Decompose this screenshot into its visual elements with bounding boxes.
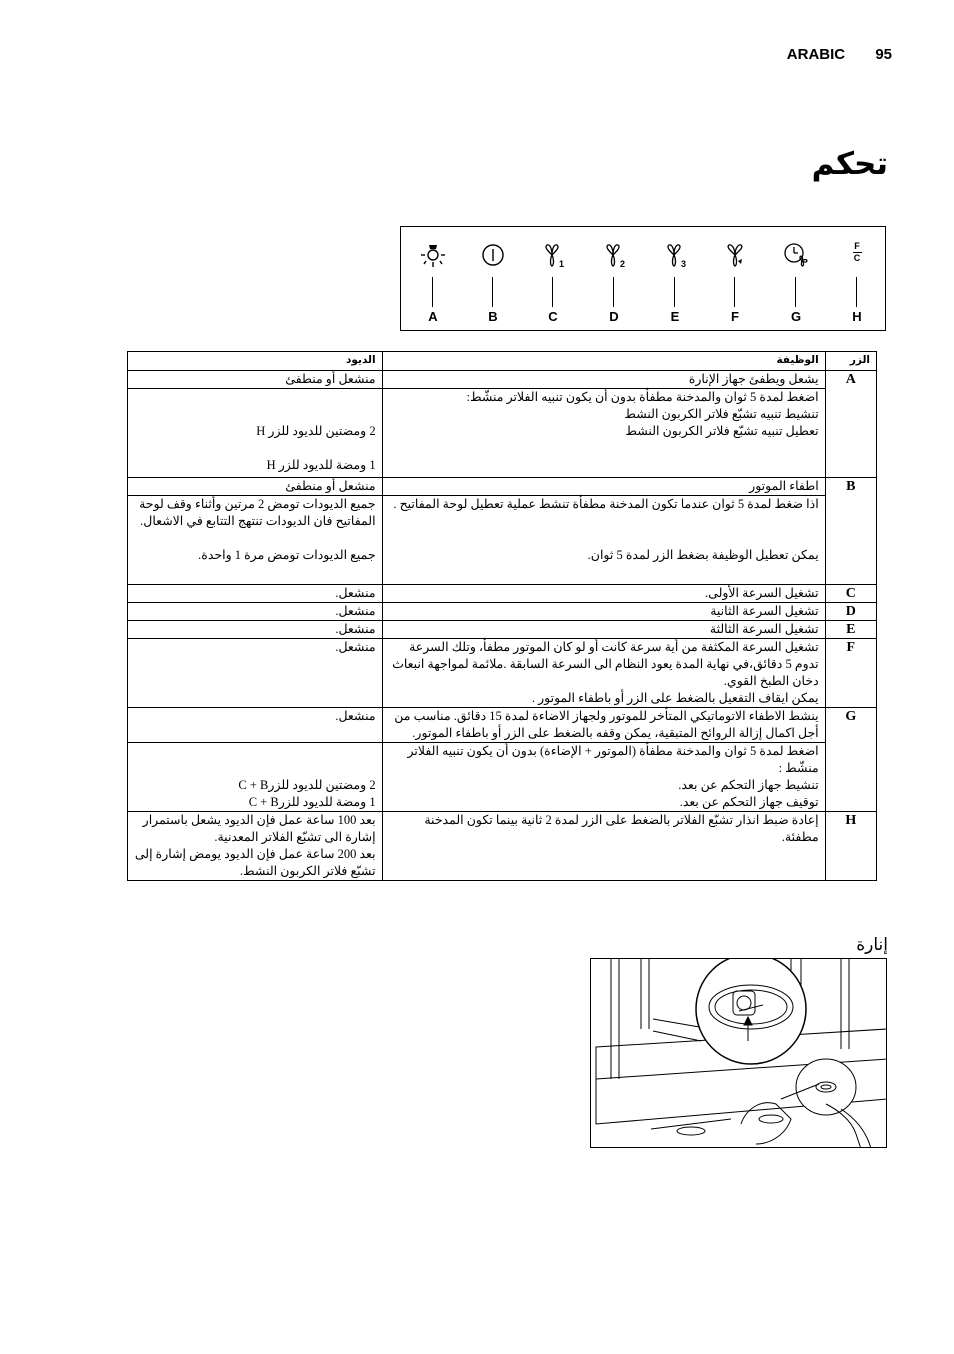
table-row [128,708,877,743]
button-letter: A [428,309,438,324]
row-function: اطفاء الموتور [382,478,825,496]
row-function: اذا ضغط لمدة 5 ثوان عندما تكون المدخنة مطفأة تنشط عملية تعطيل لوحة المفاتيح . يمكن تعطيل الوظيفة بضغط الزر لمدة 5 ثوان. [382,496,825,585]
row-key: B [825,478,876,496]
filter-top-letter: F [854,241,860,251]
panel-button-e [655,227,695,332]
table-row [128,478,877,496]
row-function: اضغط لمدة 5 ثوان والمدخنة مطفأة بدون أن يكون تنبيه الفلاتر منشّط: تنشيط تنبيه تشبّع فلاتر الكربون النشط تعطيل تنبيه تشبّع فلاتر الكربون النشط [382,389,825,478]
fan-speed-3-icon [660,241,690,271]
table-header-row [128,352,877,371]
row-led: منشعل. [128,603,383,621]
row-key: F [825,639,876,708]
page-number: 95 [875,46,892,63]
panel-button-c [533,227,573,332]
row-led: منشعل. [128,585,383,603]
page-title: تحكم [811,146,888,182]
filter-bottom-letter: C [853,253,861,263]
header-key: الزر [825,352,876,371]
fan-intensive-icon [720,241,750,271]
row-led: 2 ومضتين للديود للزر H 1 ومضة للديود للزر H [128,389,383,478]
button-letter: G [790,309,802,324]
button-letter: E [670,309,680,324]
control-panel-diagram [400,226,886,331]
table-row [128,371,877,389]
row-led: منشعل أو منطفئ [128,371,383,389]
row-led: جميع الديودات تومض 2 مرتين وأثناء وقف لوحة المفاتيح فان الديودات تنتهج التتابع في الاشعال. جميع الديودات تومض مرة 1 واحدة. [128,496,383,585]
row-led: بعد 100 ساعة عمل فإن الديود يشعل باستمرار إشارة الى تشبّع الفلاتر المعدنية. بعد 200 ساعة عمل فإن الديود يومض إشارة إلى تشبّع فلاتر الكربون النشط. [128,812,383,881]
row-led: منشعل. [128,708,383,743]
row-led: منشعل. [128,639,383,708]
table-row [128,496,877,585]
panel-button-f [715,227,755,332]
fan-speed-1-icon [538,241,568,271]
panel-button-g [776,227,816,332]
panel-button-d [594,227,634,332]
light-icon [418,241,448,271]
button-letter: D [609,309,619,324]
button-letter: H [852,309,862,324]
row-key: E [825,621,876,639]
table-row [128,585,877,603]
row-function: اضغط لمدة 5 ثوان والمدخنة مطفأة (الموتور + الإضاءة) بدون أن يكون تنبيه الفلاتر منشّط : تنشيط جهاز التحكم عن بعد. توقيف جهاز التحكم عن بعد. [382,743,825,812]
table-row [128,621,877,639]
row-key: A [825,371,876,389]
panel-button-h [837,227,877,332]
speed-3-subscript: 3 [681,259,687,269]
controls-table [127,351,877,881]
row-function: ينشط الاطفاء الاتوماتيكي المتأخر للموتور ولجهاز الاضاءة لمدة 15 دقائق. مناسب من أجل اكمال إزالة الروائح المتبقية، يمكن وقفه بالضغط على الزر أو باطفاء الموتور. [382,708,825,743]
speed-2-subscript: 2 [620,259,626,269]
filter-reset-icon [847,241,867,264]
row-function: يشعل ويطفئ جهاز الإنارة [382,371,825,389]
page-header [787,46,892,63]
button-letter: F [731,309,739,324]
panel-button-a [413,227,453,332]
table-row [128,812,877,881]
timer-fan-icon [781,241,811,271]
fan-speed-2-icon [599,241,629,271]
row-led: 2 ومضتين للديود للزرC + B 1 ومضة للديود للزرC + B [128,743,383,812]
button-letter: B [488,309,498,324]
lamp-replacement-drawing [591,959,887,1148]
row-key: G [825,708,876,743]
lighting-illustration [590,958,887,1148]
row-led: منشعل أو منطفئ [128,478,383,496]
row-function: تشغيل السرعة الأولى. [382,585,825,603]
language-label: ARABIC [786,46,846,63]
row-key: H [825,812,876,881]
button-letter: C [548,309,558,324]
panel-button-b [473,227,513,332]
row-function: إعادة ضبط انذار تشبّع الفلاتر بالضغط على الزر لمدة 2 ثانية بينما تكون المدخنة مطفئة. [382,812,825,881]
header-led: الديود [128,352,383,371]
section-title-lighting: إنارة [856,935,888,955]
row-function: تشغيل السرعة المكثفة من أية سرعة كانت أو لو كان الموتور مطفأ، وتلك السرعة تدوم 5 دقائق،في نهاية المدة يعود النظام الى السرعة السابقة .ملائمة لمواجهة انبعاث دخان الطبخ القوي. يمكن ايقاف التفعيل بالضغط على الزر أو باطفاء الموتور . [382,639,825,708]
table-row [128,603,877,621]
header-function: الوظيفة [382,352,825,371]
row-key: C [825,585,876,603]
row-function: تشغيل السرعة الثالثة [382,621,825,639]
row-key: D [825,603,876,621]
row-led: منشعل. [128,621,383,639]
table-row [128,639,877,708]
table-row [128,743,877,812]
table-row [128,389,877,478]
power-icon [478,241,508,271]
speed-1-subscript: 1 [559,259,565,269]
row-function: تشغيل السرعة الثانية [382,603,825,621]
